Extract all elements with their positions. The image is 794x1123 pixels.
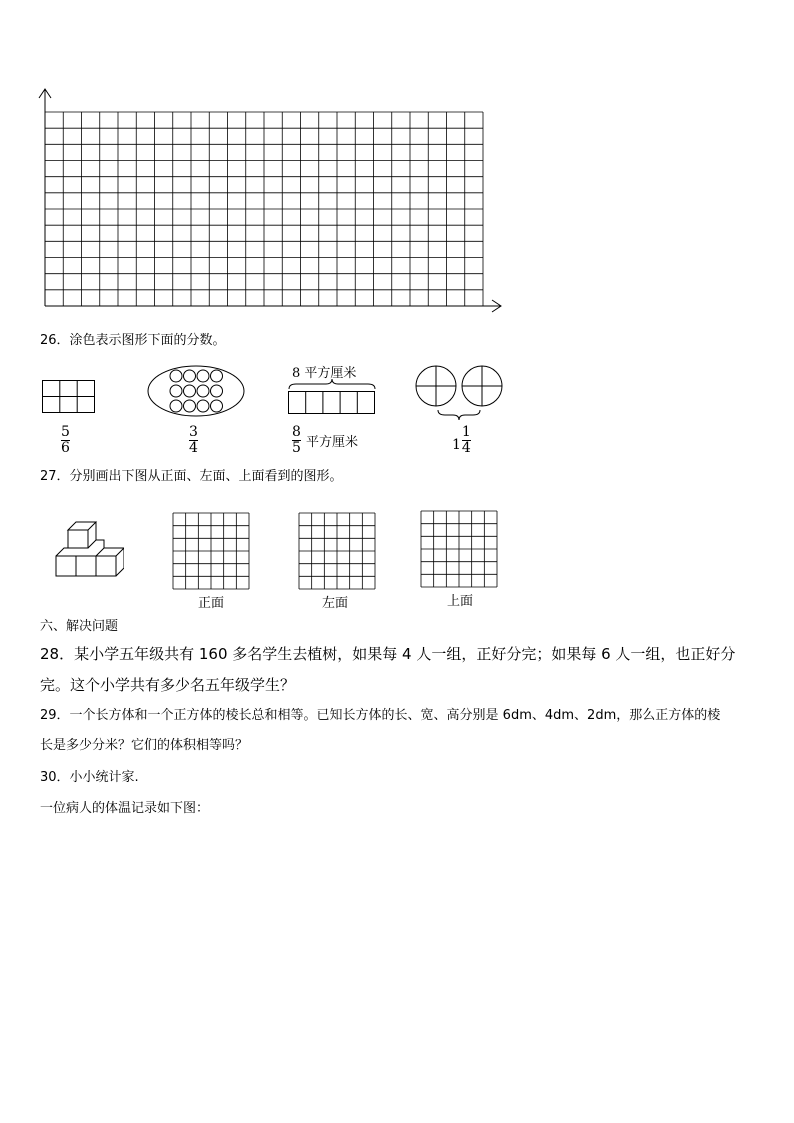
q28-line-1: 28．某小学五年级共有 160 多名学生去植树，如果每 4 人一组，正好分完；如果每 6 人一组，也正好分 [40,645,736,663]
section-6-title: 六、解决问题 [40,619,119,634]
q30-subtitle: 一位病人的体温记录如下图： [40,801,210,816]
q26-ellipse-circles [146,364,246,418]
coordinate-grid [36,86,506,314]
q28-line-2: 完。这个小学共有多少名五年级学生？ [40,676,296,694]
q27-left-view-grid [298,512,376,590]
q26-unit: 平方厘米 [306,435,359,450]
q27-title: 27．分别画出下图从正面、左面、上面看到的图形。 [40,469,343,484]
q26-rect-grid [42,380,96,414]
q29-line-1: 29．一个长方体和一个正方体的棱长总和相等。已知长方体的长、宽、高分别是 6dm、4dm、2dm，那么正方体的棱 [40,708,721,723]
q27-front-view-label: 正面 [198,596,225,611]
q26-brace-top [288,378,376,390]
q27-cube-stack [44,518,124,580]
q30-title: 30．小小统计家. [40,770,139,785]
q26-mixed-number: 1 $\frac{1}{4}$ [452,424,471,456]
q26-top-label: 8 平方厘米 [292,366,357,381]
q27-top-view-grid [420,510,498,590]
q26-fraction-1: 5 6 [61,424,70,456]
q27-left-view-label: 左面 [322,596,349,611]
q26-bar-segments [288,391,376,415]
q26-title: 26．涂色表示图形下面的分数。 [40,333,226,348]
q26-fraction-3: 8 5 [292,424,301,456]
q29-line-2: 长是多少分米？它们的体积相等吗？ [40,738,249,753]
q27-front-view-grid [172,512,250,590]
q26-fraction-2: 3 4 [189,424,198,456]
q26-circles-quarters [414,364,508,424]
q27-top-view-label: 上面 [447,594,474,609]
